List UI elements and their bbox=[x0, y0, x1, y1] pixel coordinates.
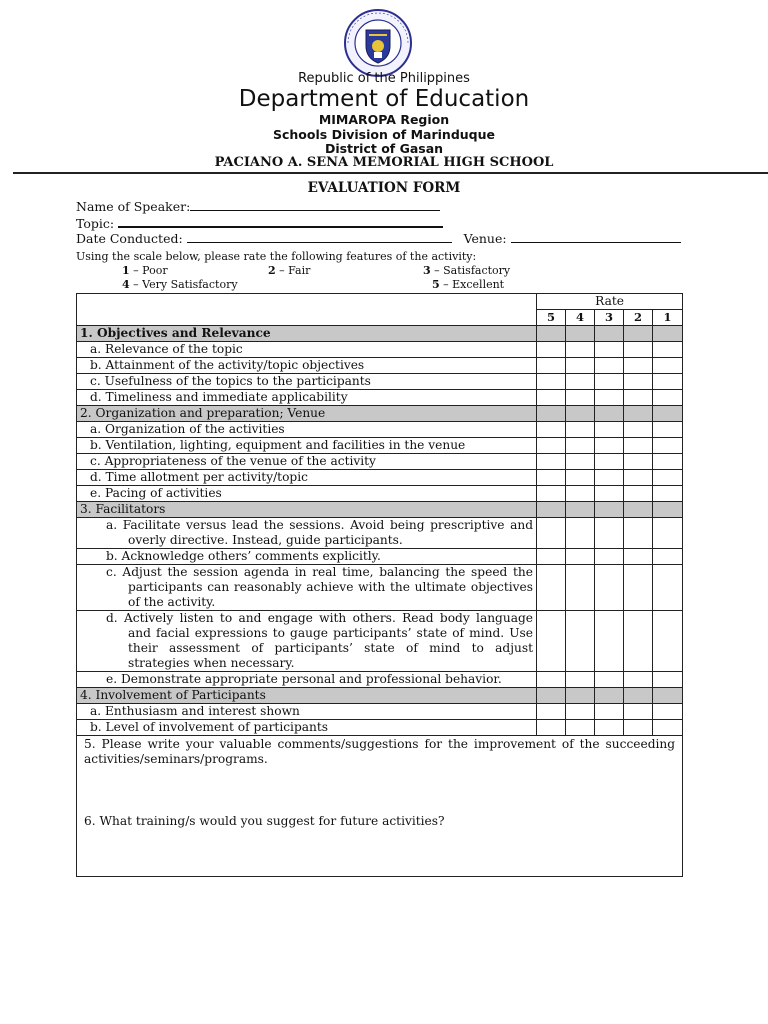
rating-cell-1[interactable] bbox=[653, 470, 683, 486]
form-title: EVALUATION FORM bbox=[307, 180, 461, 196]
rating-cell-3[interactable] bbox=[595, 358, 624, 374]
rating-cell-4[interactable] bbox=[566, 358, 595, 374]
scale-item-3: 3 – Satisfactory bbox=[423, 264, 511, 277]
criterion-cell bbox=[77, 518, 537, 549]
criterion-cell bbox=[77, 565, 537, 611]
rate-header: Rate bbox=[537, 294, 683, 310]
rate-header-row bbox=[77, 294, 683, 310]
section-rate-cell bbox=[624, 688, 653, 704]
criterion-text: d. Timeliness and immediate applicability bbox=[90, 390, 348, 404]
evaluation-table bbox=[76, 293, 683, 877]
criterion-row bbox=[77, 549, 683, 565]
rating-cell-4[interactable] bbox=[566, 438, 595, 454]
venue-label: Venue: bbox=[463, 231, 507, 246]
criterion-text: a. Facilitate versus lead the sessions. Avoid being prescriptive and overly directive. Instead, guide participants. bbox=[106, 518, 533, 547]
criterion-row bbox=[77, 470, 683, 486]
criterion-cell bbox=[77, 720, 537, 736]
rating-cell-1[interactable] bbox=[653, 486, 683, 502]
section-rate-cell bbox=[624, 326, 653, 342]
topic-label: Topic: bbox=[76, 216, 115, 231]
criterion-text: c. Appropriateness of the venue of the activity bbox=[90, 454, 376, 468]
rating-cell-3[interactable] bbox=[595, 374, 624, 390]
section-rate-cell bbox=[537, 502, 566, 518]
comments-cell[interactable] bbox=[77, 736, 683, 877]
section-rate-cell bbox=[595, 502, 624, 518]
rating-cell-2[interactable] bbox=[624, 422, 653, 438]
section-rate-cell bbox=[653, 406, 683, 422]
criterion-cell bbox=[77, 704, 537, 720]
scale-instruction: Using the scale below, please rate the following features of the activity: bbox=[76, 250, 477, 263]
rating-cell-2[interactable] bbox=[624, 454, 653, 470]
rating-cell-4[interactable] bbox=[566, 672, 595, 688]
criterion-row bbox=[77, 672, 683, 688]
criterion-cell bbox=[77, 422, 537, 438]
rating-cell-4[interactable] bbox=[566, 549, 595, 565]
rating-cell-1[interactable] bbox=[653, 422, 683, 438]
rating-cell-3[interactable] bbox=[595, 454, 624, 470]
rating-cell-4[interactable] bbox=[566, 342, 595, 358]
rating-cell-3[interactable] bbox=[595, 720, 624, 736]
criterion-row bbox=[77, 374, 683, 390]
rating-cell-2[interactable] bbox=[624, 565, 653, 611]
section-row bbox=[77, 502, 683, 518]
criterion-row bbox=[77, 611, 683, 672]
criterion-cell bbox=[77, 438, 537, 454]
rating-cell-1[interactable] bbox=[653, 704, 683, 720]
criterion-row bbox=[77, 454, 683, 470]
rating-cell-4[interactable] bbox=[566, 720, 595, 736]
topic-input-line[interactable] bbox=[118, 213, 443, 228]
rating-cell-5[interactable] bbox=[537, 470, 566, 486]
section-rate-cell bbox=[566, 502, 595, 518]
section-title: 1. Objectives and Relevance bbox=[77, 326, 537, 342]
rating-cell-2[interactable] bbox=[624, 720, 653, 736]
rating-cell-1[interactable] bbox=[653, 672, 683, 688]
criterion-cell bbox=[77, 390, 537, 406]
speaker-field bbox=[76, 197, 440, 214]
scale-item-2: 2 – Fair bbox=[268, 264, 311, 277]
rating-cell-1[interactable] bbox=[653, 611, 683, 672]
scale-item-5: 5 – Excellent bbox=[432, 278, 505, 291]
rating-cell-5[interactable] bbox=[537, 422, 566, 438]
section-row bbox=[77, 688, 683, 704]
rating-cell-1[interactable] bbox=[653, 342, 683, 358]
section-row bbox=[77, 326, 683, 342]
section-rate-cell bbox=[653, 688, 683, 704]
rating-cell-4[interactable] bbox=[566, 565, 595, 611]
rating-cell-4[interactable] bbox=[566, 470, 595, 486]
criterion-row bbox=[77, 358, 683, 374]
rating-cell-5[interactable] bbox=[537, 704, 566, 720]
rating-cell-3[interactable] bbox=[595, 549, 624, 565]
rating-cell-3[interactable] bbox=[595, 565, 624, 611]
criterion-cell bbox=[77, 549, 537, 565]
rating-cell-5[interactable] bbox=[537, 342, 566, 358]
criterion-cell bbox=[77, 454, 537, 470]
rating-cell-3[interactable] bbox=[595, 342, 624, 358]
rating-cell-5[interactable] bbox=[537, 374, 566, 390]
section-rate-cell bbox=[595, 406, 624, 422]
school-name: PACIANO A. SENA MEMORIAL HIGH SCHOOL bbox=[214, 155, 554, 170]
rating-cell-4[interactable] bbox=[566, 704, 595, 720]
criterion-cell bbox=[77, 374, 537, 390]
rating-cell-4[interactable] bbox=[566, 518, 595, 549]
header-divider bbox=[13, 172, 768, 174]
rating-cell-3[interactable] bbox=[595, 704, 624, 720]
criterion-row bbox=[77, 565, 683, 611]
criterion-row bbox=[77, 704, 683, 720]
rate-col-1: 1 bbox=[653, 310, 683, 326]
section-rate-cell bbox=[566, 326, 595, 342]
region-text: MIMAROPA Region bbox=[318, 112, 450, 127]
section-title: 4. Involvement of Participants bbox=[77, 688, 537, 704]
criterion-row bbox=[77, 486, 683, 502]
rating-cell-5[interactable] bbox=[537, 720, 566, 736]
rate-col-3: 3 bbox=[595, 310, 624, 326]
criterion-text: e. Pacing of activities bbox=[90, 486, 222, 500]
scale-item-1: 1 – Poor bbox=[122, 264, 168, 277]
rating-cell-2[interactable] bbox=[624, 470, 653, 486]
criterion-text: b. Ventilation, lighting, equipment and facilities in the venue bbox=[90, 438, 466, 452]
criterion-text: b. Attainment of the activity/topic objectives bbox=[90, 358, 365, 372]
rating-cell-2[interactable] bbox=[624, 704, 653, 720]
rating-cell-2[interactable] bbox=[624, 611, 653, 672]
rating-cell-5[interactable] bbox=[537, 672, 566, 688]
rating-cell-4[interactable] bbox=[566, 611, 595, 672]
criterion-text: e. Demonstrate appropriate personal and professional behavior. bbox=[106, 672, 502, 686]
criterion-text: b. Acknowledge others’ comments explicitly. bbox=[106, 549, 381, 563]
criterion-row bbox=[77, 342, 683, 358]
rating-cell-4[interactable] bbox=[566, 486, 595, 502]
rating-cell-1[interactable] bbox=[653, 720, 683, 736]
section-rate-cell bbox=[624, 406, 653, 422]
rating-cell-3[interactable] bbox=[595, 470, 624, 486]
division-text: Schools Division of Marinduque bbox=[273, 127, 495, 142]
section-title: 3. Facilitators bbox=[77, 502, 537, 518]
section-rate-cell bbox=[566, 406, 595, 422]
rating-cell-2[interactable] bbox=[624, 486, 653, 502]
rating-cell-5[interactable] bbox=[537, 438, 566, 454]
rating-cell-1[interactable] bbox=[653, 454, 683, 470]
scale-item-4: 4 – Very Satisfactory bbox=[122, 278, 238, 291]
criterion-row bbox=[77, 390, 683, 406]
rating-cell-1[interactable] bbox=[653, 549, 683, 565]
rating-cell-3[interactable] bbox=[595, 422, 624, 438]
rating-cell-2[interactable] bbox=[624, 549, 653, 565]
criterion-text: d. Actively listen to and engage with others. Read body language and facial expressions to gauge participants’ state of mind. Use their assessment of participants’ state of mind to adjust strategies when necessary. bbox=[106, 611, 533, 670]
criterion-cell bbox=[77, 470, 537, 486]
section-rate-cell bbox=[653, 502, 683, 518]
criteria-header-cell bbox=[77, 294, 537, 326]
criterion-row bbox=[77, 720, 683, 736]
rating-cell-5[interactable] bbox=[537, 611, 566, 672]
criterion-text: a. Relevance of the topic bbox=[90, 342, 243, 356]
rating-cell-3[interactable] bbox=[595, 390, 624, 406]
criterion-cell bbox=[77, 611, 537, 672]
section-rate-cell bbox=[595, 326, 624, 342]
rating-cell-2[interactable] bbox=[624, 518, 653, 549]
rating-cell-3[interactable] bbox=[595, 486, 624, 502]
rating-cell-1[interactable] bbox=[653, 374, 683, 390]
rating-cell-1[interactable] bbox=[653, 438, 683, 454]
comments-row bbox=[77, 736, 683, 877]
rating-cell-4[interactable] bbox=[566, 374, 595, 390]
rating-cell-2[interactable] bbox=[624, 374, 653, 390]
criterion-cell bbox=[77, 342, 537, 358]
criterion-text: c. Usefulness of the topics to the participants bbox=[90, 374, 371, 388]
criterion-row bbox=[77, 422, 683, 438]
rate-col-5: 5 bbox=[537, 310, 566, 326]
criterion-text: a. Organization of the activities bbox=[90, 422, 285, 436]
criterion-cell bbox=[77, 358, 537, 374]
rating-cell-4[interactable] bbox=[566, 390, 595, 406]
rating-cell-1[interactable] bbox=[653, 390, 683, 406]
date-label: Date Conducted: bbox=[76, 231, 183, 246]
speaker-input-line[interactable] bbox=[190, 197, 440, 211]
question-6: 6. What training/s would you suggest for future activities? bbox=[84, 814, 445, 828]
date-venue-field bbox=[76, 229, 681, 246]
rating-cell-5[interactable] bbox=[537, 549, 566, 565]
rating-cell-2[interactable] bbox=[624, 672, 653, 688]
speaker-label: Name of Speaker: bbox=[76, 199, 191, 214]
criterion-cell bbox=[77, 672, 537, 688]
section-rate-cell bbox=[537, 326, 566, 342]
rating-cell-5[interactable] bbox=[537, 486, 566, 502]
republic-text: Republic of the Philippines bbox=[298, 71, 470, 86]
criterion-cell bbox=[77, 486, 537, 502]
district-text: District of Gasan bbox=[324, 141, 444, 156]
rating-cell-2[interactable] bbox=[624, 358, 653, 374]
rating-cell-5[interactable] bbox=[537, 358, 566, 374]
criterion-text: d. Time allotment per activity/topic bbox=[90, 470, 308, 484]
department-title: Department of Education bbox=[238, 86, 530, 112]
rating-cell-5[interactable] bbox=[537, 565, 566, 611]
criterion-row bbox=[77, 518, 683, 549]
section-rate-cell bbox=[537, 688, 566, 704]
section-rate-cell bbox=[595, 688, 624, 704]
rating-cell-3[interactable] bbox=[595, 518, 624, 549]
rating-cell-1[interactable] bbox=[653, 518, 683, 549]
rating-cell-2[interactable] bbox=[624, 438, 653, 454]
rate-col-2: 2 bbox=[624, 310, 653, 326]
section-row bbox=[77, 406, 683, 422]
rating-cell-5[interactable] bbox=[537, 518, 566, 549]
rating-cell-5[interactable] bbox=[537, 390, 566, 406]
section-rate-cell bbox=[653, 326, 683, 342]
rating-cell-2[interactable] bbox=[624, 390, 653, 406]
rating-cell-3[interactable] bbox=[595, 438, 624, 454]
section-rate-cell bbox=[624, 502, 653, 518]
rating-cell-3[interactable] bbox=[595, 672, 624, 688]
rating-cell-3[interactable] bbox=[595, 611, 624, 672]
rate-col-4: 4 bbox=[566, 310, 595, 326]
date-input-line[interactable] bbox=[187, 229, 452, 243]
section-rate-cell bbox=[566, 688, 595, 704]
criterion-text: a. Enthusiasm and interest shown bbox=[90, 704, 300, 718]
question-5: 5. Please write your valuable comments/suggestions for the improvement of the succeeding activities/seminars/programs. bbox=[84, 737, 676, 766]
rating-cell-1[interactable] bbox=[653, 565, 683, 611]
rating-cell-5[interactable] bbox=[537, 454, 566, 470]
rating-cell-1[interactable] bbox=[653, 358, 683, 374]
criterion-row bbox=[77, 438, 683, 454]
rating-cell-4[interactable] bbox=[566, 454, 595, 470]
section-title: 2. Organization and preparation; Venue bbox=[77, 406, 537, 422]
rating-cell-4[interactable] bbox=[566, 422, 595, 438]
criterion-text: c. Adjust the session agenda in real time, balancing the speed the participants can reasonably achieve with the ultimate objectives of the activity. bbox=[106, 565, 533, 609]
deped-seal bbox=[340, 8, 416, 78]
rating-cell-2[interactable] bbox=[624, 342, 653, 358]
venue-input-line[interactable] bbox=[511, 229, 681, 243]
criterion-text: b. Level of involvement of participants bbox=[90, 720, 329, 734]
section-rate-cell bbox=[537, 406, 566, 422]
